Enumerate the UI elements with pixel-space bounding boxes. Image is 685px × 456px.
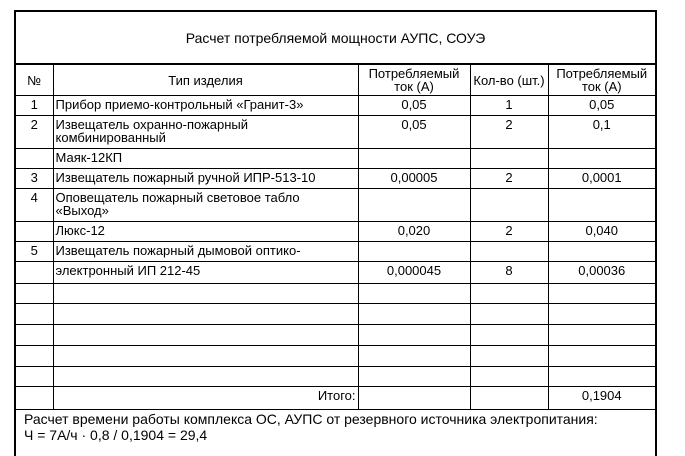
row-number [16, 284, 53, 304]
row-quantity [470, 242, 548, 262]
row-total-current: 0,05 [548, 96, 655, 116]
total-current-cell [358, 387, 470, 410]
total-num-cell [16, 387, 53, 410]
column-header-quantity: Кол-во (шт.) [470, 65, 548, 96]
row-number [16, 367, 53, 387]
row-total-current: 0,0001 [548, 169, 655, 189]
row-total-current [548, 325, 655, 346]
table-row [16, 96, 655, 116]
footer-line-2: Ч = 7А/ч · 0,8 / 0,1904 = 29,4 [24, 427, 208, 443]
table-row [16, 149, 655, 169]
row-unit-current [358, 189, 470, 222]
row-number [16, 325, 53, 346]
table-row [16, 284, 655, 304]
row-quantity: 2 [470, 222, 548, 242]
row-quantity: 2 [470, 116, 548, 149]
row-item-name [53, 325, 358, 346]
row-number [16, 304, 53, 325]
row-unit-current [358, 242, 470, 262]
table-row [16, 262, 655, 284]
row-unit-current: 0,020 [358, 222, 470, 242]
row-number: 3 [16, 169, 53, 189]
row-total-current [548, 367, 655, 387]
row-item-name: Оповещатель пожарный световое табло «Выход» [53, 189, 358, 222]
row-item-name [53, 284, 358, 304]
row-item-name [53, 346, 358, 367]
row-number: 5 [16, 242, 53, 262]
column-header-type: Тип изделия [53, 65, 358, 96]
table-row [16, 325, 655, 346]
row-number: 1 [16, 96, 53, 116]
row-item-name: Маяк-12КП [53, 149, 358, 169]
row-unit-current [358, 284, 470, 304]
row-total-current [548, 304, 655, 325]
row-unit-current: 0,000045 [358, 262, 470, 284]
table-row [16, 222, 655, 242]
row-total-current: 0,040 [548, 222, 655, 242]
row-item-name: Извещатель охранно-пожарный комбинированный [53, 116, 358, 149]
row-number [16, 149, 53, 169]
row-total-current [548, 284, 655, 304]
row-unit-current [358, 367, 470, 387]
row-total-current [548, 149, 655, 169]
row-unit-current [358, 346, 470, 367]
row-quantity [470, 346, 548, 367]
row-item-name: Извещатель пожарный ручной ИПР-513-10 [53, 169, 358, 189]
row-unit-current [358, 304, 470, 325]
row-unit-current [358, 325, 470, 346]
column-header-number: № [16, 65, 53, 96]
row-quantity: 1 [470, 96, 548, 116]
row-item-name: Прибор приемо-контрольный «Гранит-3» [53, 96, 358, 116]
total-label: Итого: [53, 387, 358, 410]
document-frame [14, 10, 657, 456]
row-number [16, 222, 53, 242]
table-row [16, 116, 655, 149]
row-total-current [548, 189, 655, 222]
total-value: 0,1904 [548, 387, 655, 410]
row-item-name: электронный ИП 212-45 [53, 262, 358, 284]
power-calculation-table [16, 64, 655, 410]
row-number: 2 [16, 116, 53, 149]
table-header-row [16, 65, 655, 96]
total-row [16, 387, 655, 410]
row-unit-current: 0,05 [358, 96, 470, 116]
row-quantity [470, 367, 548, 387]
row-unit-current: 0,05 [358, 116, 470, 149]
row-quantity: 8 [470, 262, 548, 284]
row-unit-current: 0,00005 [358, 169, 470, 189]
row-number [16, 346, 53, 367]
total-qty-cell [470, 387, 548, 410]
footer-line-1: Расчет времени работы комплекса ОС, АУПС от резервного источника электропитания: [24, 411, 598, 427]
row-total-current [548, 242, 655, 262]
row-item-name: Люкс-12 [53, 222, 358, 242]
row-quantity [470, 189, 548, 222]
document-title: Расчет потребляемой мощности АУПС, СОУЭ [16, 12, 655, 64]
row-quantity [470, 304, 548, 325]
table-row [16, 346, 655, 367]
table-row [16, 367, 655, 387]
column-header-total-current: Потребляемый ток (А) [548, 65, 655, 96]
backup-power-calculation [24, 411, 598, 443]
row-quantity [470, 149, 548, 169]
row-quantity [470, 284, 548, 304]
row-total-current [548, 346, 655, 367]
row-quantity [470, 325, 548, 346]
row-item-name [53, 304, 358, 325]
row-item-name: Извещатель пожарный дымовой оптико- [53, 242, 358, 262]
column-header-unit-current: Потребляемый ток (А) [358, 65, 470, 96]
row-total-current: 0,00036 [548, 262, 655, 284]
row-number: 4 [16, 189, 53, 222]
table-row [16, 304, 655, 325]
row-quantity: 2 [470, 169, 548, 189]
table-row [16, 169, 655, 189]
table-row [16, 189, 655, 222]
table-row [16, 242, 655, 262]
row-total-current: 0,1 [548, 116, 655, 149]
row-unit-current [358, 149, 470, 169]
row-number [16, 262, 53, 284]
row-item-name [53, 367, 358, 387]
